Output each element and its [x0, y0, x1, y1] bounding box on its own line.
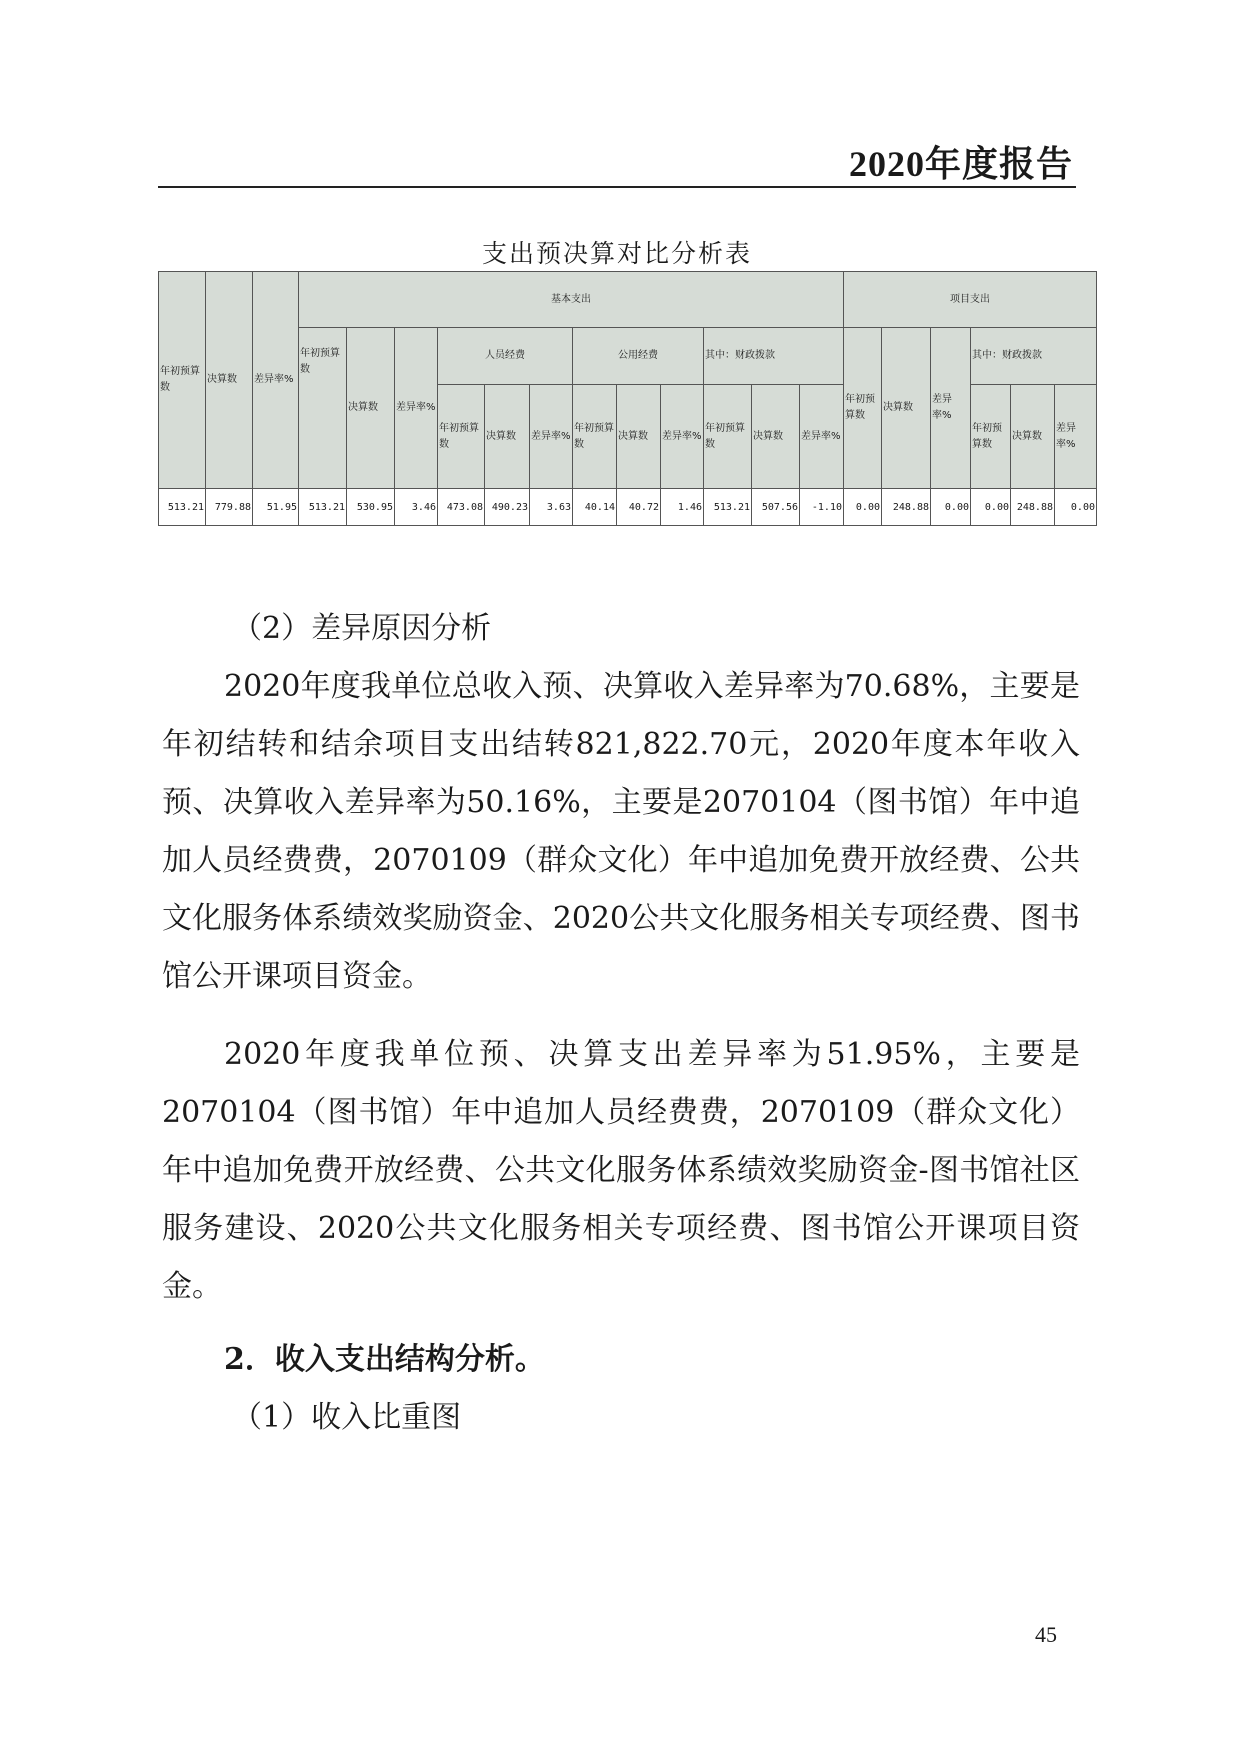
table-cell: 40.14 — [573, 489, 617, 526]
table-cell: 507.56 — [752, 489, 800, 526]
header-fiscal-project-budget: 年初预算数 — [971, 385, 1011, 489]
table-cell: 51.95 — [253, 489, 299, 526]
header-public-budget: 年初预算数 — [573, 385, 617, 489]
header-project-budget: 年初预算数 — [844, 328, 882, 489]
header-basic-rate: 差异率% — [395, 328, 438, 489]
header-fiscal-project-final: 决算数 — [1011, 385, 1055, 489]
header-basic-final: 决算数 — [347, 328, 395, 489]
paragraph-income-difference: 2020年度我单位总收入预、决算收入差异率为70.68%，主要是年初结转和结余项目支出结转821,822.70元，2020年度本年收入预、决算收入差异率为50.16%，主要是2070104（图书馆）年中追加人员经费费，2070109（群众文化）年中追加免费开放经费、公共文化服务体系绩效奖励资金、2020公共文化服务相关专项经费、图书馆公开课项目资金。 — [162, 669, 1080, 994]
table-row — [159, 489, 1097, 526]
chart-heading-income-share: （1）收入比重图 — [232, 1400, 462, 1435]
header-personnel-final: 决算数 — [485, 385, 530, 489]
budget-comparison-table — [158, 271, 1097, 526]
header-personnel-rate: 差异率% — [530, 385, 573, 489]
header-fiscal-basic: 其中：财政拨款 — [704, 328, 844, 385]
header-public-final: 决算数 — [617, 385, 661, 489]
table-cell: 513.21 — [159, 489, 206, 526]
table-cell: 490.23 — [485, 489, 530, 526]
header-fiscal-basic-budget: 年初预算数 — [704, 385, 752, 489]
header-divider — [158, 186, 1076, 188]
table-cell: 3.63 — [530, 489, 573, 526]
header-project-final: 决算数 — [882, 328, 931, 489]
table-cell: 0.00 — [844, 489, 882, 526]
header-fiscal-basic-rate: 差异率% — [800, 385, 844, 489]
report-header-title: 2020年度报告 — [848, 144, 1073, 184]
table-cell: 779.88 — [206, 489, 253, 526]
table-cell: 473.08 — [438, 489, 485, 526]
header-basic-expenditure: 基本支出 — [299, 272, 844, 328]
header-personnel-budget: 年初预算数 — [438, 385, 485, 489]
table-cell: 0.00 — [931, 489, 971, 526]
table-cell: 530.95 — [347, 489, 395, 526]
page-number: 45 — [1035, 1622, 1057, 1647]
header-basic-budget: 年初预算数 — [299, 328, 347, 489]
table-cell: 248.88 — [1011, 489, 1055, 526]
subsection-heading-structure: 2．收入支出结构分析。 — [224, 1342, 545, 1377]
table-cell: 248.88 — [882, 489, 931, 526]
header-project-expenditure: 项目支出 — [844, 272, 1097, 328]
header-fiscal-project: 其中：财政拨款 — [971, 328, 1097, 385]
section-heading-difference-analysis: （2）差异原因分析 — [232, 611, 492, 646]
table-cell: 3.46 — [395, 489, 438, 526]
header-personnel: 人员经费 — [438, 328, 573, 385]
header-public: 公用经费 — [573, 328, 704, 385]
header-total-final: 决算数 — [206, 272, 253, 489]
header-total-budget: 年初预算数 — [159, 272, 206, 489]
table-cell: 40.72 — [617, 489, 661, 526]
table-cell: 513.21 — [704, 489, 752, 526]
header-fiscal-project-rate: 差异率% — [1055, 385, 1097, 489]
header-public-rate: 差异率% — [661, 385, 704, 489]
header-project-rate: 差异率% — [931, 328, 971, 489]
table-cell: -1.10 — [800, 489, 844, 526]
header-total-rate: 差异率% — [253, 272, 299, 489]
paragraph-expenditure-difference: 2020年度我单位预、决算支出差异率为51.95%，主要是2070104（图书馆）年中追加人员经费费，2070109（群众文化）年中追加免费开放经费、公共文化服务体系绩效奖励资金-图书馆社区服务建设、2020公共文化服务相关专项经费、图书馆公开课项目资金。 — [162, 1037, 1080, 1304]
header-fiscal-basic-final: 决算数 — [752, 385, 800, 489]
table-cell: 513.21 — [299, 489, 347, 526]
table-cell: 1.46 — [661, 489, 704, 526]
table-title: 支出预决算对比分析表 — [481, 239, 752, 268]
table-cell: 0.00 — [971, 489, 1011, 526]
table-cell: 0.00 — [1055, 489, 1097, 526]
